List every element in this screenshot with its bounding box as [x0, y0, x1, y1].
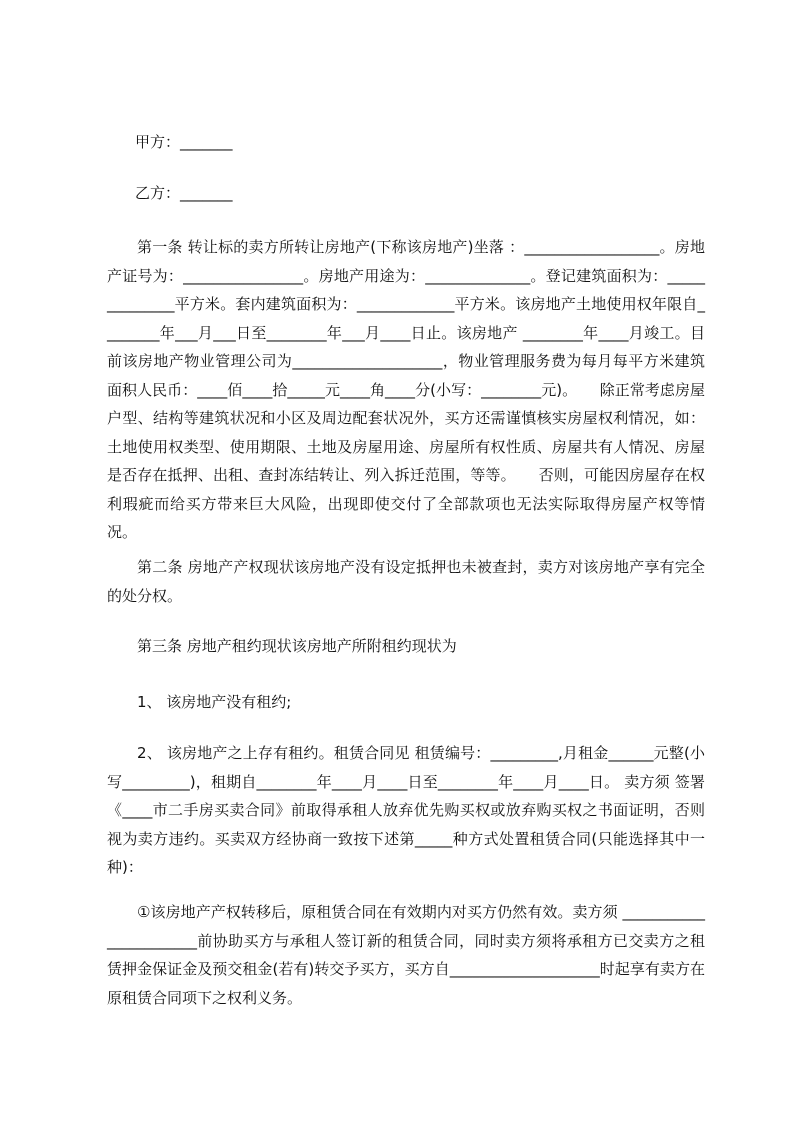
article-3-heading: 第三条 房地产租约现状该房地产所附租约现状为	[137, 637, 457, 655]
party-a-line: 甲方：_______	[135, 133, 233, 151]
clause-option-1: ①该房地产产权转移后，原租赁合同在有效期内对买方仍然有效。卖方须 _______________________前协助买方与承租人签订新的租赁合同，同时卖方须将承租方已交卖方之租赁押金保证金及预交租金(若有)转交予买方，买方自____________________时起享有卖方在原租赁合同项下之权利义务。	[107, 903, 705, 1007]
party-b-line: 乙方：_______	[135, 184, 233, 202]
clause-item-1: 1、 该房地产没有租约;	[137, 693, 292, 711]
clause-item-2: 2、 该房地产之上存有租约。租赁合同见 租赁编号：_________,月租金______元整(小写_________)，租期自________年____月____日至________年____月____日。 卖方须 签署《____市二手房买卖合同》前取得承租人放弃优先购买权或放弃购买权之书面证明，否则视为卖方违约。买卖双方经协商一致按下述第_____种方式处置租赁合同(只能选择其中一种)：	[107, 744, 705, 876]
article-2-paragraph: 第二条 房地产产权现状该房地产没有设定抵押也未被查封，卖方对该房地产享有完全的处分权。	[107, 558, 705, 605]
article-1-paragraph: 第一条 转让标的卖方所转让房地产(下称该房地产)坐落 ：__________________。房地产证号为：________________。房地产用途为：______________。登记建筑面积为：______________平方米。套内建筑面积为：_____________平方米。该房地产土地使用权年限自________年___月___日至________年___月____日止。该房地产 ________年____月竣工。目前该房地产物业管理公司为____________________，物业管理服务费为每月每平方米建筑面积人民币：____佰____拾_____元____角____分(小写：________元)。 除正常考虑房屋户型、结构等建筑状况和小区及周边配套状况外，买方还需谨慎核实房屋权利情况，如：土地使用权类型、使用期限、土地及房屋用途、房屋所有权性质、房屋共有人情况、房屋是否存在抵押、出租、查封冻结转让、列入拆迁范围，等等。 否则，可能因房屋存在权利瑕疵而给买方带来巨大风险，出现即使交付了全部款项也无法实际取得房屋产权等情况。	[107, 238, 705, 541]
